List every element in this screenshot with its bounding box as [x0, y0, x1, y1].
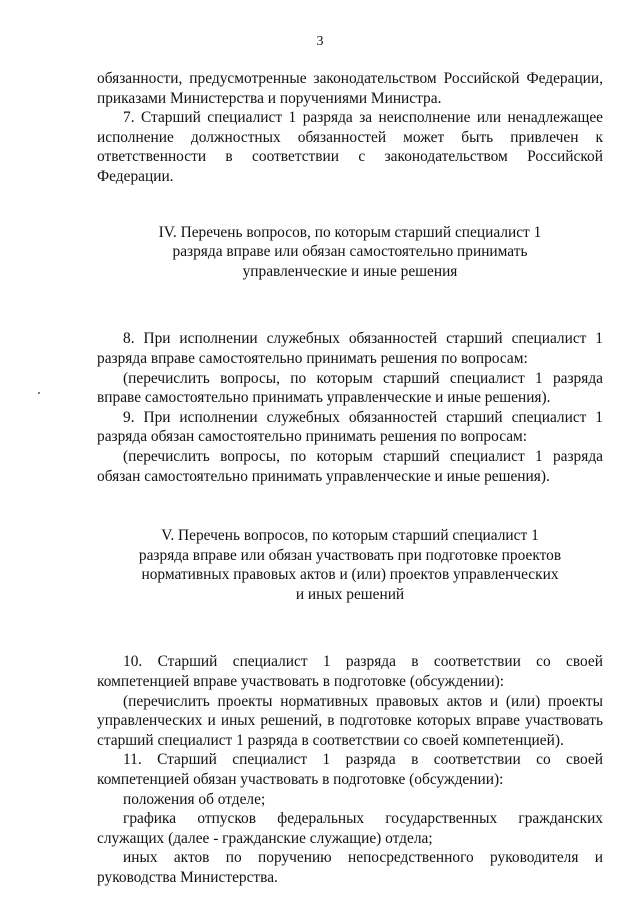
paragraph-10: 10. Старший специалист 1 разряда в соответствии со своей компетенцией вправе участвовать в подготовке (обсуждении): [97, 653, 603, 691]
paragraph-9-note: (перечислить вопросы, по которым старший специалист 1 разряда обязан самостоятельно принимать управленческие и иные решения). [97, 447, 603, 485]
paragraph-7: 7. Старший специалист 1 разряда за неисполнение или ненадлежащее исполнение должностных обязанностей может быть привлечен к ответственности в соответствии с законодательством Российской Федерации. [97, 109, 603, 185]
paragraph-11-item-3: иных актов по поручению непосредственного руководителя и руководства Министерства. [97, 849, 603, 886]
paragraph-11-item-1: положения об отделе; [123, 790, 266, 808]
paragraph-8: 8. При исполнении служебных обязанностей старший специалист 1 разряда вправе самостоятельно принимать решения по вопросам: [97, 330, 603, 367]
section-heading-v: V. Перечень вопросов, по которым старший специалист 1 разряда вправе или обязан участвовать при подготовке проектов нормативных правовых актов и (или) проектов управленческих и иных решений [138, 527, 562, 603]
paragraph-10-note: (перечислить проекты нормативных правовых актов и (или) проекты управленческих и иных решений, в подготовке которых вправе участвовать старший специалист 1 разряда в соответствии со своей компетенцией). [97, 692, 603, 749]
document-body [97, 69, 603, 888]
section-heading-iv: IV. Перечень вопросов, по которым старший специалист 1 разряда вправе или обязан самостоятельно принимать управленческие и иные решения [158, 223, 542, 280]
spacer [97, 281, 603, 329]
paragraph-continuation: обязанности, предусмотренные законодательством Российской Федерации, приказами Министерства и поручениями Министра. [97, 70, 603, 107]
scan-speck [38, 392, 40, 394]
paragraph-11-item-2: графика отпусков федеральных государственных гражданских служащих (далее - гражданские служащие) отдела; [97, 810, 603, 847]
spacer [97, 486, 603, 526]
page-number: 3 [316, 34, 324, 49]
paragraph-9: 9. При исполнении служебных обязанностей старший специалист 1 разряда обязан самостоятельно принимать решения по вопросам: [97, 408, 603, 446]
spacer [97, 187, 603, 223]
spacer [97, 604, 603, 652]
paragraph-11: 11. Старший специалист 1 разряда в соответствии со своей компетенцией обязан участвовать в подготовке (обсуждении): [97, 751, 603, 789]
paragraph-8-note: (перечислить вопросы, по которым старший специалист 1 разряда вправе самостоятельно принимать управленческие и иные решения). [97, 369, 603, 407]
